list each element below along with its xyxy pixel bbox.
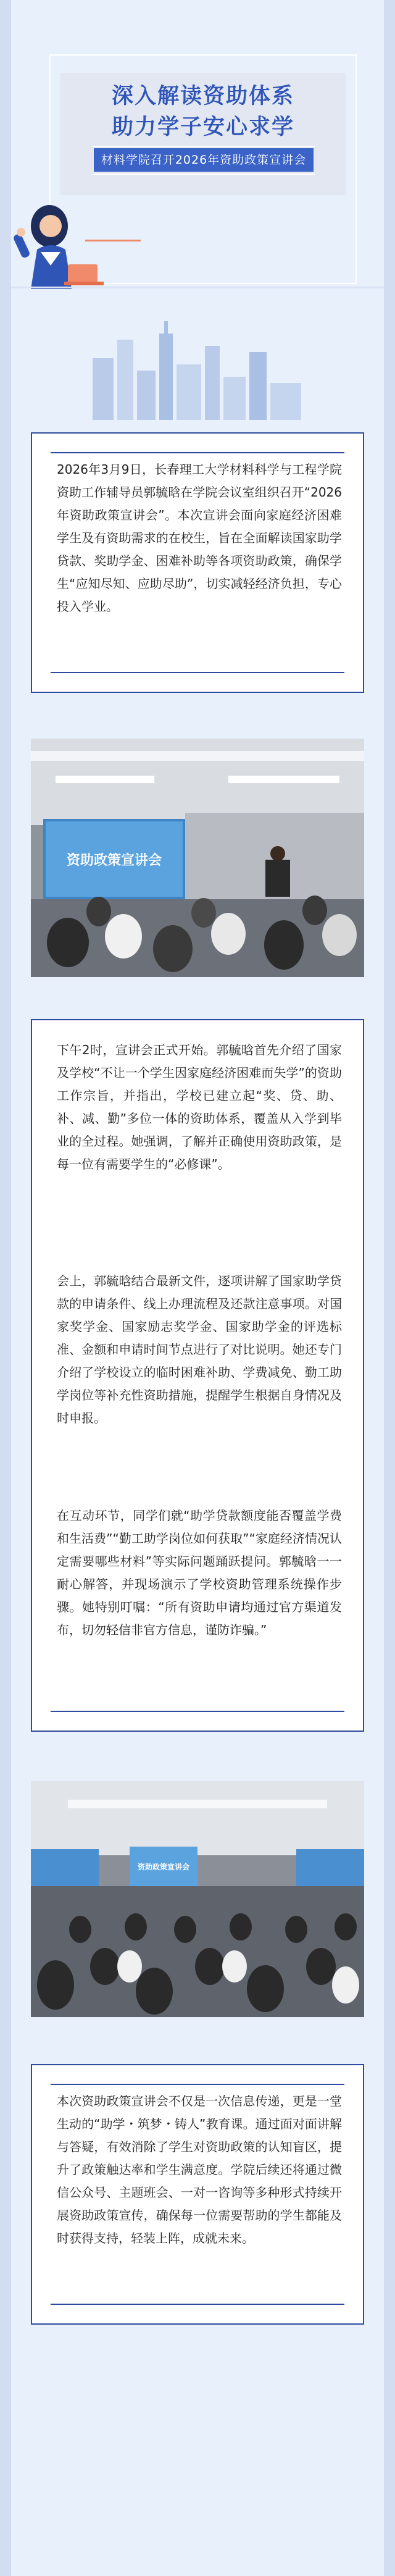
intro-card [31,432,364,693]
woman-laptop-illustration [12,196,148,289]
card-rule-bottom [51,1711,344,1712]
card-rule-top [51,452,344,453]
card-rule-top [51,2084,344,2085]
card-rule-bottom [51,2304,344,2305]
projector-screen-text: 资助政策宣讲会 [66,853,162,868]
meeting-photo-1 [31,739,364,977]
left-decor-bar [0,0,11,2576]
title-line-2: 助力学子安心求学 [111,115,294,140]
right-decor-bar [384,0,395,2576]
subtitle-rule-bottom [93,174,315,175]
projector-screen-text: 资助政策宣讲会 [137,1863,189,1871]
subtitle-banner: 材料学院召开2026年资助政策宣讲会 [94,148,314,172]
card-rule-bottom [51,672,344,673]
body-card [31,1019,364,1732]
title-line-1: 深入解读资助体系 [111,84,294,109]
meeting-photo-2 [31,1781,364,2017]
city-skyline-illustration [80,321,315,420]
body-paragraph-1: 下午2时，宣讲会正式开始。郭毓晗首先介绍了国家及学校“不让一个学生因家庭经济困难而失学”的资助工作宗旨，并指出，学校已建立起“奖、贷、助、补、减、勤”多位一体的资助体系，覆盖从入学到毕业的全过程。她强调，了解并正确使用资助政策，是每一位有需要学生的“必修课”。 [57,1043,342,1172]
closing-paragraph: 本次资助政策宣讲会不仅是一次信息传递，更是一堂生动的“助学・筑梦・铸人”教育课。通过面对面讲解与答疑，有效消除了学生对资助政策的认知盲区，提升了政策触达率和学生满意度。学院后续还将通过微信公众号、主题班会、一对一咨询等多种形式持续开展资助政策宣传，确保每一位需要帮助的学生都能及时获得支持，轻装上阵，成就未来。 [57,2094,342,2246]
closing-card [31,2064,364,2325]
ground-line [11,287,384,288]
body-paragraph-3: 在互动环节，同学们就“助学贷款额度能否覆盖学费和生活费”“勤工助学岗位如何获取”“家庭经济情况认定需要哪些材料”等实际问题踊跃提问。郭毓晗一一耐心解答，并现场演示了学校资助管理系统操作步骤。她特别叮嘱：“所有资助申请均通过官方渠道发布，切勿轻信非官方信息，谨防诈骗。” [57,1508,342,1637]
body-paragraph-2: 会上，郭毓晗结合最新文件，逐项讲解了国家助学贷款的申请条件、线上办理流程及还款注意事项。对国家奖学金、国家励志奖学金、国家助学金的评选标准、金额和申请时间节点进行了对比说明。她还专门介绍了学校设立的临时困难补助、学费减免、勤工助学岗位等补充性资助措施，提醒学生根据自身情况及时申报。 [57,1273,342,1425]
intro-paragraph: 2026年3月9日，长春理工大学材料科学与工程学院资助工作辅导员郭毓晗在学院会议室组织召开“2026年资助政策宣讲会”。本次宣讲会面向家庭经济困难学生及有资助需求的在校生，旨在全面解读国家助学贷款、奖助学金、困难补助等各项资助政策，确保学生“应知尽知、应助尽助”，切实减轻经济负担，专心投入学业。 [57,462,342,614]
subtitle-rule-top [93,146,315,147]
